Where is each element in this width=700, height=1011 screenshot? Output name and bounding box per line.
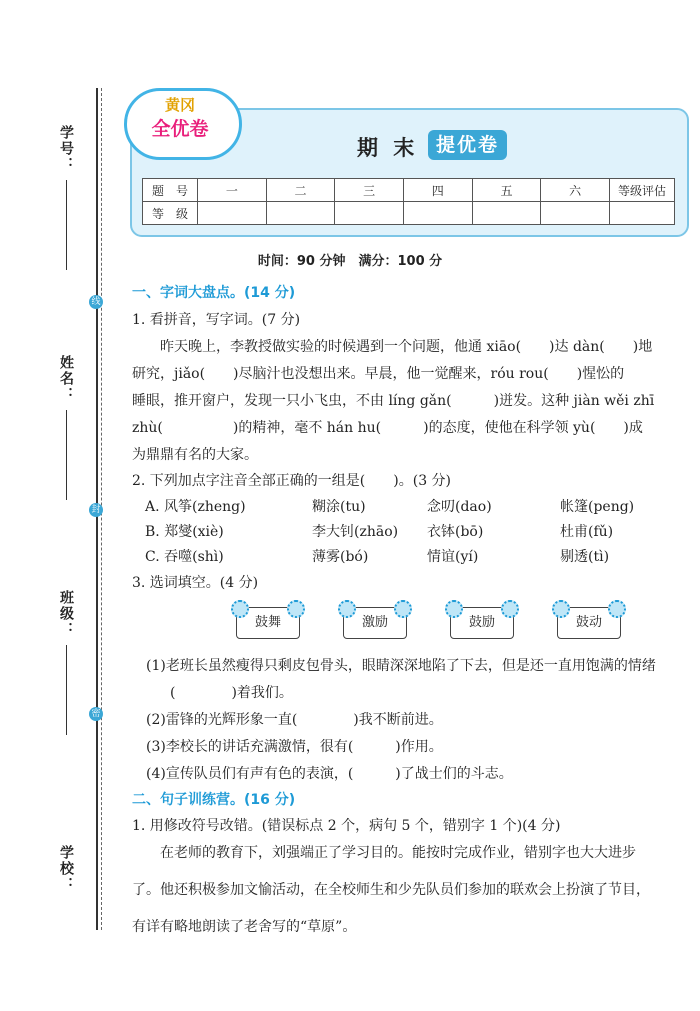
q1-title: 1. 看拼音，写字词。(7 分) xyxy=(132,312,301,328)
q2-option-item: 衣钵(bō) xyxy=(427,524,484,540)
student-id-label: 学号： xyxy=(58,125,74,173)
grade-table-row xyxy=(143,202,675,225)
q2-option-item: 情谊(yí) xyxy=(427,549,479,565)
q2-option-item: 念叨(dao) xyxy=(427,499,492,515)
word-card-1[interactable] xyxy=(236,607,300,639)
grade-input-cell[interactable] xyxy=(472,202,541,225)
grade-input-cell[interactable] xyxy=(266,202,335,225)
q2-option-item: 杜甫(fǔ) xyxy=(560,524,614,540)
q1-line: 为鼎鼎有名的大家。 xyxy=(132,447,258,463)
q3-item: (4)宣传队员们有声有色的表演，( )了战士们的斗志。 xyxy=(146,766,513,782)
flower-icon xyxy=(445,600,463,618)
q3-item: ( )着我们。 xyxy=(170,685,293,701)
name-label: 姓名： xyxy=(58,355,74,403)
grade-header-cell: 一 xyxy=(198,179,267,202)
word-card-label: 鼓动 xyxy=(575,615,602,630)
q1-line: zhù( )的精神，毫不 hán hu( )的态度，使他在科学领 yù( )成 xyxy=(132,420,643,436)
section1-title: 一、字词大盘点。(14 分) xyxy=(132,285,296,301)
flower-icon xyxy=(552,600,570,618)
section2-title: 二、句子训练营。(16 分) xyxy=(132,792,296,808)
grade-header-cell: 四 xyxy=(403,179,472,202)
grade-input-cell[interactable] xyxy=(335,202,404,225)
header-banner xyxy=(130,96,689,237)
seal-seal-mark: 封 xyxy=(89,503,103,517)
q3-item: (2)雷锋的光辉形象一直( )我不断前进。 xyxy=(146,712,443,728)
word-card-4[interactable] xyxy=(557,607,621,639)
q2-option-item: 帐篷(peng) xyxy=(560,499,635,515)
word-card-label: 激励 xyxy=(361,615,388,630)
q2-option-c[interactable]: C. 吞噬(shì) xyxy=(145,549,224,565)
grade-table xyxy=(142,178,675,225)
seal-line-mark: 线 xyxy=(89,295,103,309)
q3-item: (3)李校长的讲话充满激情，很有( )作用。 xyxy=(146,739,443,755)
flower-icon xyxy=(501,600,519,618)
q2-option-item: 薄雾(bó) xyxy=(312,549,369,565)
flower-icon xyxy=(608,600,626,618)
logo-line2: 全优卷 xyxy=(151,118,209,140)
q2-option-b[interactable]: B. 郑燮(xiè) xyxy=(145,524,224,540)
q1-line: 睡眼，推开窗户，发现一只小飞虫，不由 líng gǎn( )迸发。这种 jiàn wěi zhī xyxy=(132,393,655,409)
s2-q1-line: 了。他还积极参加文愉活动，在全校师生和少先队员们参加的联欢会上扮演了节目， xyxy=(132,882,650,898)
word-card-3[interactable] xyxy=(450,607,514,639)
grade-input-cell[interactable] xyxy=(541,202,610,225)
grade-header-cell: 五 xyxy=(472,179,541,202)
seal-secret-mark: 密 xyxy=(89,707,103,721)
q1-line: 研究，jiǎo( )尽脑汁也没想出来。早晨，他一觉醒来，róu rou( )惺忪的 xyxy=(132,366,625,382)
grade-header-cell: 等级评估 xyxy=(610,179,675,202)
q2-option-item: 糊涂(tu) xyxy=(312,499,366,515)
word-card-2[interactable] xyxy=(343,607,407,639)
grade-header-cell: 六 xyxy=(541,179,610,202)
class-line[interactable] xyxy=(66,645,67,735)
grade-header-cell: 二 xyxy=(266,179,335,202)
q2-option-a[interactable]: A. 风筝(zheng) xyxy=(145,499,246,515)
flower-icon xyxy=(231,600,249,618)
s2-q1-line: 在老师的教育下，刘强端正了学习目的。能按时完成作业，错别字也大大进步 xyxy=(160,845,636,861)
s2-q1-title: 1. 用修改符号改错。(错误标点 2 个，病句 5 个，错别字 1 个)(4 分) xyxy=(132,818,561,834)
logo-line1: 黄冈 xyxy=(164,96,195,114)
grade-label-cell: 等 级 xyxy=(143,202,198,225)
q2-option-item: 剔透(tì) xyxy=(560,549,610,565)
class-label: 班级： xyxy=(58,590,74,638)
exam-meta: 时间：90 分钟 满分：100 分 xyxy=(257,254,443,269)
flower-icon xyxy=(394,600,412,618)
q2-title: 2. 下列加点字注音全部正确的一组是( )。(3 分) xyxy=(132,473,452,489)
school-label: 学校： xyxy=(58,845,74,893)
brand-logo xyxy=(124,88,236,166)
name-line[interactable] xyxy=(66,410,67,500)
q2-option-item: 李大钊(zhāo) xyxy=(312,524,399,540)
flower-icon xyxy=(338,600,356,618)
grade-input-cell[interactable] xyxy=(403,202,472,225)
grade-input-cell[interactable] xyxy=(198,202,267,225)
grade-input-cell[interactable] xyxy=(610,202,675,225)
grade-table-row xyxy=(143,179,675,202)
s2-q1-line: 有详有略地朗读了老舍写的“草原”。 xyxy=(132,919,357,935)
word-card-label: 鼓励 xyxy=(468,615,495,630)
page-title-highlight: 提优卷 xyxy=(428,130,507,160)
q3-title: 3. 选词填空。(4 分) xyxy=(132,575,259,591)
grade-header-cell: 三 xyxy=(335,179,404,202)
word-card-label: 鼓舞 xyxy=(254,615,281,630)
grade-header-cell: 题 号 xyxy=(143,179,198,202)
page-title: 期 末 xyxy=(357,136,419,160)
q1-line: 昨天晚上，李教授做实验的时候遇到一个问题，他通 xiāo( )达 dàn( )地 xyxy=(160,339,653,355)
flower-icon xyxy=(287,600,305,618)
q3-item: (1)老班长虽然瘦得只剩皮包骨头，眼睛深深地陷了下去，但是还一直用饱满的情绪 xyxy=(146,658,656,674)
